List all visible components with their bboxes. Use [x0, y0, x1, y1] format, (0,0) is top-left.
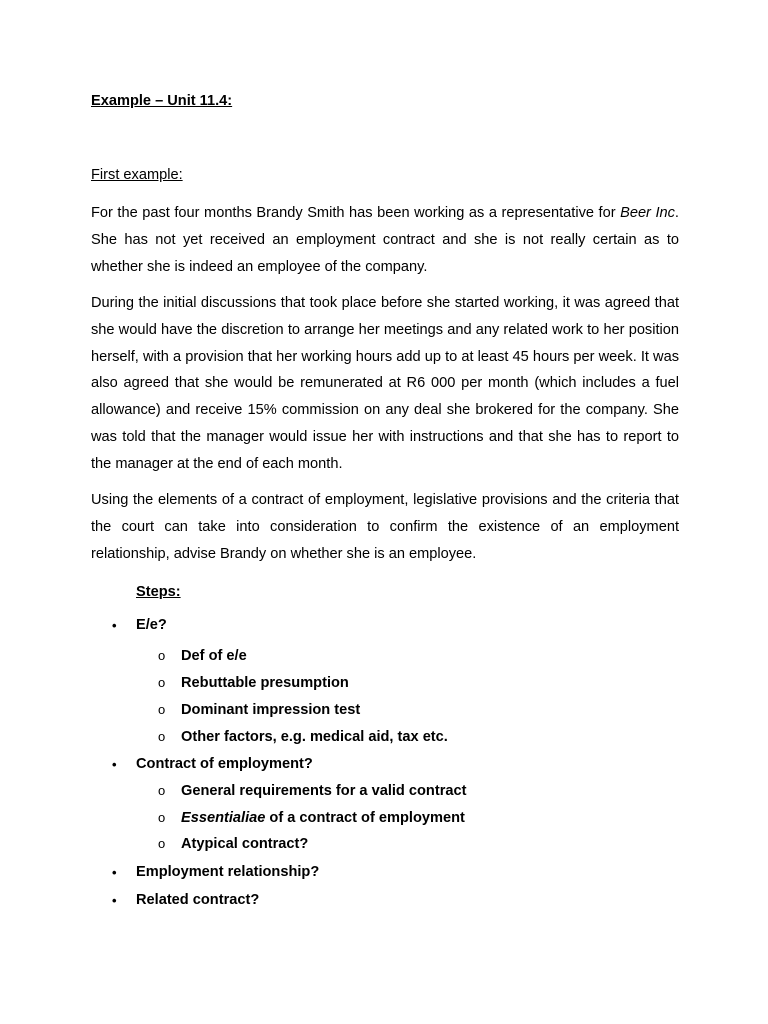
company-name: Beer Inc — [620, 205, 675, 221]
sub-list-item-label: General requirements for a valid contract — [181, 783, 467, 799]
list-item-label: E/e? — [136, 617, 167, 633]
circle-bullet-icon: o — [158, 675, 166, 690]
sub-list-item-label: Rebuttable presumption — [181, 675, 349, 691]
circle-bullet-icon: o — [158, 810, 166, 825]
paragraph-discussions: During the initial discussions that took place before she started working, it was agreed that she would have the discretion to arrange her meetings and any related work to her position herself, with a provision that her working hours add up to at least 45 hours per week. It was also agreed that she would be remunerated at R6 000 per month (which includes a fuel allowance) and receive 15% commission on any deal she brokered for the company. She was told that the manager would issue her with instructions and that she has to report to the manager at the end of each month. — [91, 295, 679, 472]
list-item-label: Contract of employment? — [136, 756, 313, 772]
paragraph-question: Using the elements of a contract of employment, legislative provisions and the criteria that the court can take into consideration to confirm the existence of an employment relationship, advise Brandy on whether she is an employee. — [91, 492, 679, 562]
sub-list-item-label — [181, 810, 465, 826]
sub-list-item-label: Atypical contract? — [181, 836, 309, 852]
bullet-icon: • — [112, 757, 117, 772]
paragraph-scenario — [91, 200, 679, 280]
list-item-label: Employment relationship? — [136, 864, 320, 880]
list-item-label: Related contract? — [136, 892, 260, 908]
circle-bullet-icon: o — [158, 783, 166, 798]
circle-bullet-icon: o — [158, 702, 166, 717]
bullet-icon: • — [112, 618, 117, 633]
sub-list-item-label: Def of e/e — [181, 648, 247, 664]
circle-bullet-icon: o — [158, 836, 166, 851]
paragraph-scenario-end: . She has not yet received an employment contract and she is not really certain as to whether she is indeed an employee of the company. — [91, 205, 679, 275]
sub-list-item-label: Other factors, e.g. medical aid, tax etc. — [181, 729, 448, 745]
sub-list-item-label: Dominant impression test — [181, 702, 361, 718]
circle-bullet-icon: o — [158, 648, 166, 663]
circle-bullet-icon: o — [158, 729, 166, 744]
paragraph-scenario-start: For the past four months Brandy Smith has been working as a representative for — [91, 205, 621, 221]
sub-list-item-label-rest: of a contract of employment — [265, 810, 465, 826]
essentialiae-term: Essentialiae — [181, 810, 266, 826]
bullet-icon: • — [112, 865, 117, 880]
document-title: Example – Unit 11.4: — [91, 93, 233, 109]
example-subheading: First example: — [91, 167, 183, 183]
bullet-icon: • — [112, 893, 117, 908]
steps-heading: Steps: — [136, 584, 181, 600]
